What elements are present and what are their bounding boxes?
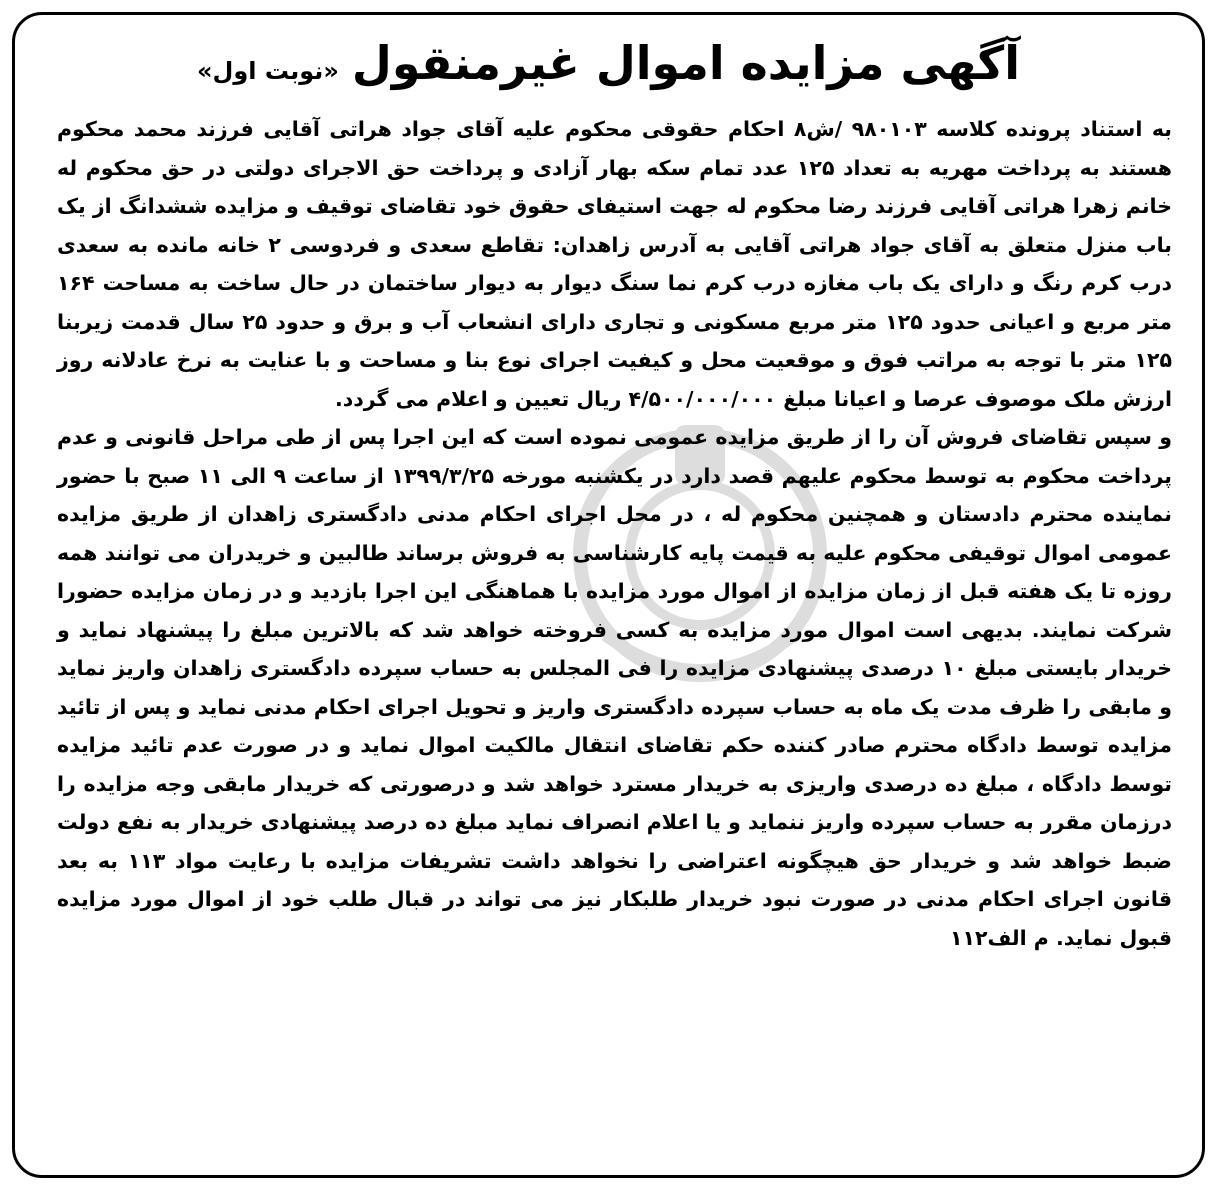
notice-round: «نوبت اول» (197, 57, 339, 85)
notice-body (57, 110, 1172, 957)
notice-title: آگهی مزایده اموال غیرمنقول (351, 36, 1020, 90)
notice-header (15, 33, 1202, 93)
notice-frame (12, 12, 1205, 1178)
notice-paragraph-2: و سپس تقاضای فروش آن را از طریق مزایده عمومی نموده است که این اجرا پس از طی مراحل قانونی و عدم پرداخت محکوم به توسط محکوم علیهم قصد دارد در یکشنبه مورخه ۱۳۹۹/۳/۲۵ از ساعت ۹ الی ۱۱ صبح با حضور نماینده محترم دادستان و همچنین محکوم له ، در محل اجرای احکام مدنی دادگستری زاهدان از طریق مزایده عمومی اموال توقیفی محکوم علیه به قیمت پایه کارشناسی به فروش برساند طالبین و خریدران می توانند همه روزه تا یک هفته قبل از زمان مزایده از اموال مورد مزایده با هماهنگی این اجرا بازدید و در زمان مزایده حضورا شرکت نمایند. بدیهی است اموال مورد مزایده به کسی فروخته خواهد شد که بالاترین مبلغ را پیشنهاد نماید و خریدار بایستی مبلغ ۱۰ درصدی پیشنهادی مزایده را فی المجلس به حساب سپرده دادگستری زاهدان واریز نماید و مابقی را ظرف مدت یک ماه به حساب سپرده دادگستری واریز و تحویل اجرای احکام مدنی نماید و پس از تائید مزایده توسط دادگاه محترم صادر کننده حکم تقاضای انتقال مالکیت اموال نماید و در صورت عدم تائید مزایده توسط دادگاه ، مبلغ ده درصدی واریزی به خریدار مسترد خواهد شد و درصورتی که خریدار مابقی وجه مزایده را درزمان مقرر به حساب سپرده واریز ننماید و یا اعلام انصراف نماید مبلغ ده درصد پیشنهادی خریدار به نفع دولت ضبط خواهد شد و خریدار حق هیچگونه اعتراضی را نخواهد داشت تشریفات مزایده با رعایت مواد ۱۱۳ به بعد قانون اجرای احکام مدنی در صورت نبود خریدار طلبکار نیز می تواند در قبال طلب خود از اموال مورد مزایده قبول نماید. م الف۱۱۲ (57, 425, 1172, 950)
notice-paragraph-1: به استناد پرونده کلاسه ۹۸۰۱۰۳ /ش۸ احکام حقوقی محکوم علیه آقای جواد هراتی آقایی فرزند محمد محکوم هستند به پرداخت مهریه به تعداد ۱۲۵ عدد تمام سکه بهار آزادی و پرداخت حق الاجرای دولتی در حق محکوم له خانم زهرا هراتی آقایی فرزند رضا محکوم له جهت استیفای حقوق خود تقاضای توقیف و مزایده ششدانگ از یک باب منزل متعلق به آقای جواد هراتی آقایی به آدرس زاهدان: تقاطع سعدی و فردوسی ۲ خانه مانده به سعدی درب کرم رنگ و دارای یک باب مغازه درب کرم نما سنگ دیوار به دیوار ساختمان در حال ساخت به مساحت ۱۶۴ متر مربع و اعیانی حدود ۱۲۵ متر مربع مسکونی و تجاری دارای انشعاب آب و برق و حدود ۲۵ سال قدمت زیربنا ۱۲۵ متر با توجه به مراتب فوق و موقعیت محل و کیفیت اجرای نوع بنا و مساحت و با عنایت به نرخ عادلانه روز ارزش ملک موصوف عرصا و اعیانا مبلغ ۴/۵۰۰/۰۰۰/۰۰۰ ریال تعیین و اعلام می گردد. (57, 117, 1172, 411)
